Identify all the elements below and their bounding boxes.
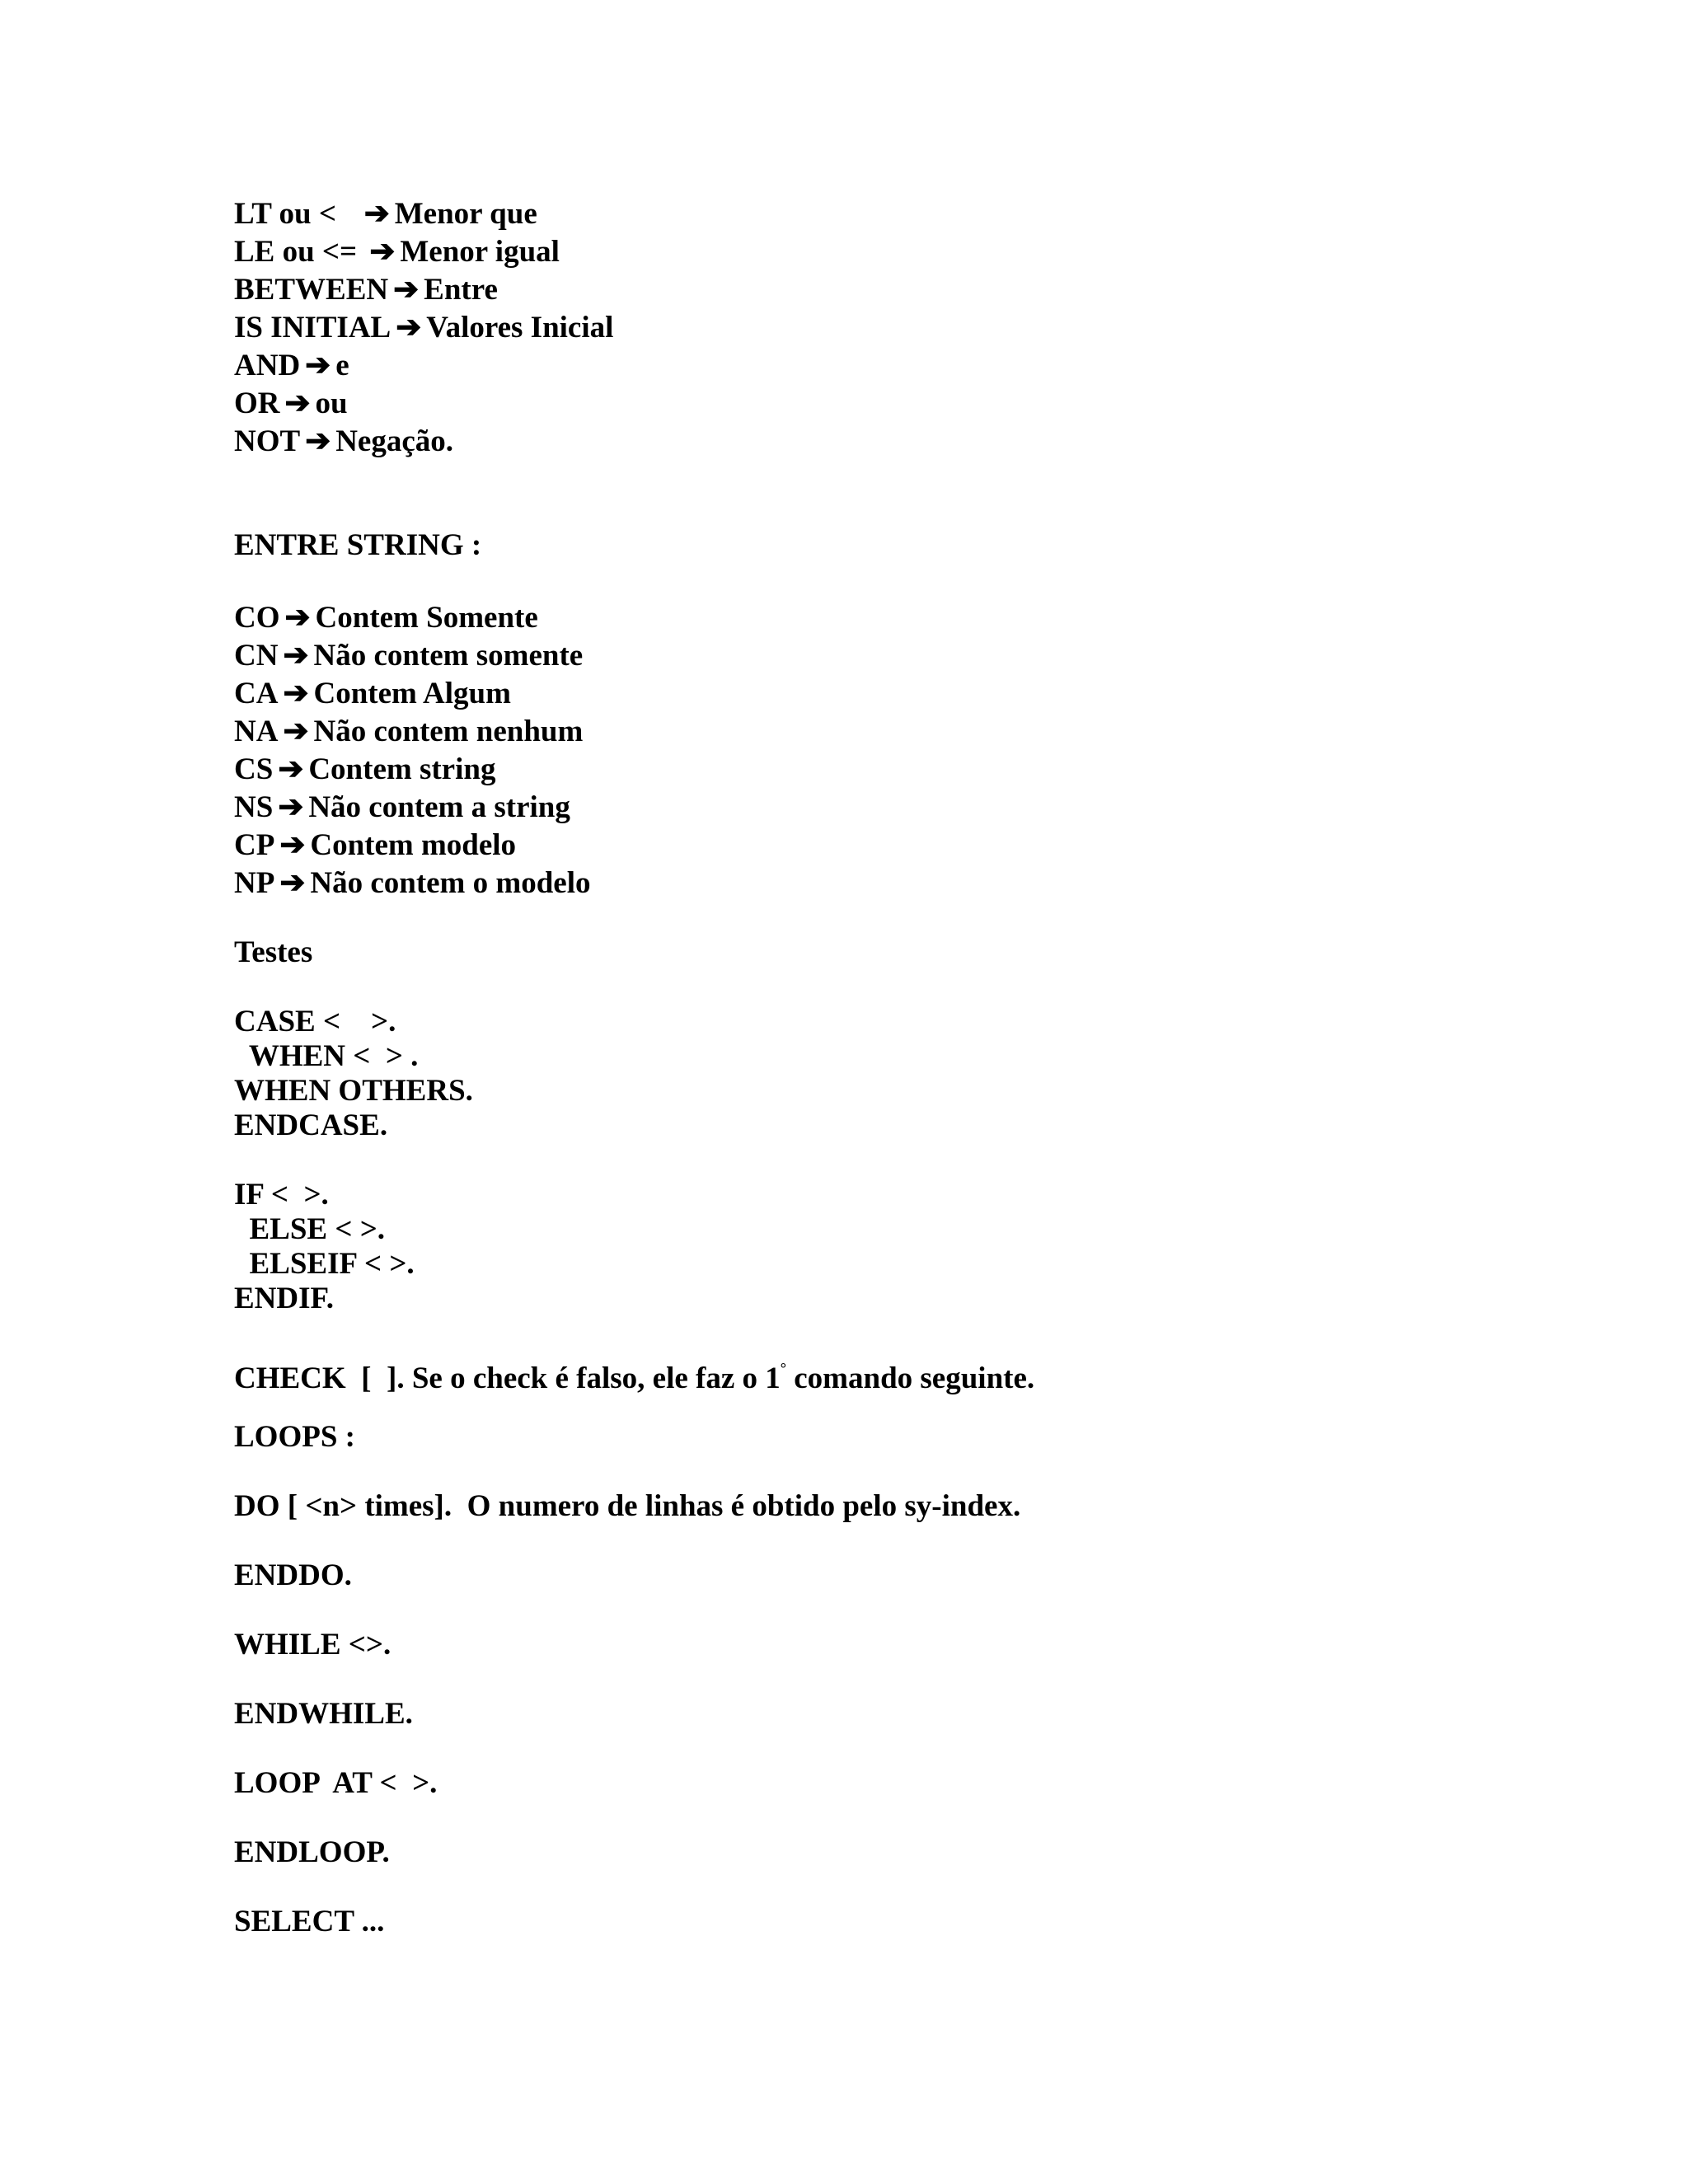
operator-meaning: Entre [424,273,498,307]
endwhile-line: ENDWHILE. [234,1697,413,1731]
while-line: WHILE <>. [234,1628,392,1661]
arrow-icon: ➔ [305,349,331,382]
arrow-icon: ➔ [283,639,309,673]
operator-code: NOT [234,424,301,458]
operator-code: LT ou < [234,197,359,231]
arrow-icon: ➔ [283,715,309,748]
select-line: SELECT ... [234,1905,385,1938]
arrow-icon: ➔ [393,273,420,307]
operator-code: AND [234,349,301,382]
endloop-line: ENDLOOP. [234,1835,390,1869]
string-op-cs [234,752,495,788]
operator-line-between [234,272,498,308]
string-op-code: CA [234,677,279,710]
operator-line-le [234,234,560,270]
arrow-icon: ➔ [283,677,309,710]
arrow-icon: ➔ [279,866,306,900]
operator-line-and [234,348,349,384]
operator-line-not [234,424,453,460]
string-op-code: CS [234,752,274,786]
string-op-ca [234,676,511,712]
string-op-meaning: Não contem somente [313,639,584,673]
string-op-meaning: Contem modelo [310,828,517,862]
string-op-na [234,714,583,750]
string-op-meaning: Contem Somente [315,601,538,635]
string-op-np [234,865,590,902]
operator-meaning: Menor igual [400,235,560,269]
string-op-cp [234,827,516,864]
loop-at-line: LOOP AT < >. [234,1766,438,1800]
check-text: CHECK [ ]. Se o check é falso, ele faz o 1 [234,1361,781,1395]
string-op-meaning: Não contem nenhum [313,715,584,748]
arrow-icon: ➔ [284,387,311,420]
check-text-end: comando seguinte. [786,1361,1035,1395]
string-op-co [234,600,538,636]
operator-code: BETWEEN [234,273,389,307]
arrow-icon: ➔ [278,752,304,786]
string-op-meaning: Não contem a string [308,790,570,824]
loops-heading: LOOPS : [234,1420,355,1454]
arrow-icon: ➔ [278,790,304,824]
operator-meaning: e [335,349,349,382]
string-op-code: CO [234,601,280,635]
operator-line-or [234,386,348,422]
case-line: CASE < >. [234,1005,396,1038]
enddo-line: ENDDO. [234,1558,352,1592]
string-op-cn [234,638,583,674]
operator-line-lt [234,196,537,232]
string-op-meaning: Contem string [308,752,496,786]
arrow-icon: ➔ [279,828,306,862]
arrow-icon: ➔ [396,311,422,344]
operator-meaning: ou [315,387,348,420]
operator-meaning: Negação. [335,424,454,458]
if-line: IF < >. [234,1178,329,1212]
string-op-meaning: Não contem o modelo [310,866,591,900]
degree-superscript: ° [780,1360,786,1376]
string-op-code: NP [234,866,275,900]
arrow-icon: ➔ [305,424,331,458]
string-op-code: CP [234,828,275,862]
else-line: ELSE < >. [234,1212,386,1246]
endif-line: ENDIF. [234,1282,334,1315]
case-when-others-line: WHEN OTHERS. [234,1074,473,1108]
string-op-code: NA [234,715,279,748]
tests-heading: Testes [234,935,313,969]
case-when-line: WHEN < > . [234,1039,419,1073]
string-op-ns [234,790,570,826]
operator-code: LE ou <= [234,235,365,269]
operator-code: OR [234,387,280,420]
arrow-icon: ➔ [369,235,396,269]
operator-meaning: Valores Inicial [426,311,614,344]
string-heading: ENTRE STRING : [234,528,482,562]
endcase-line: ENDCASE. [234,1108,388,1142]
string-op-meaning: Contem Algum [313,677,511,710]
elseif-line: ELSEIF < >. [234,1247,415,1281]
string-op-code: NS [234,790,274,824]
string-op-code: CN [234,639,279,673]
check-line [234,1350,1034,1397]
operator-meaning: Menor que [394,197,537,231]
operator-line-is-initial [234,310,613,346]
do-line: DO [ <n> times]. O numero de linhas é obtido pelo sy-index. [234,1489,1021,1523]
operator-code: IS INITIAL [234,311,392,344]
arrow-icon: ➔ [284,601,311,635]
arrow-icon: ➔ [363,197,390,231]
